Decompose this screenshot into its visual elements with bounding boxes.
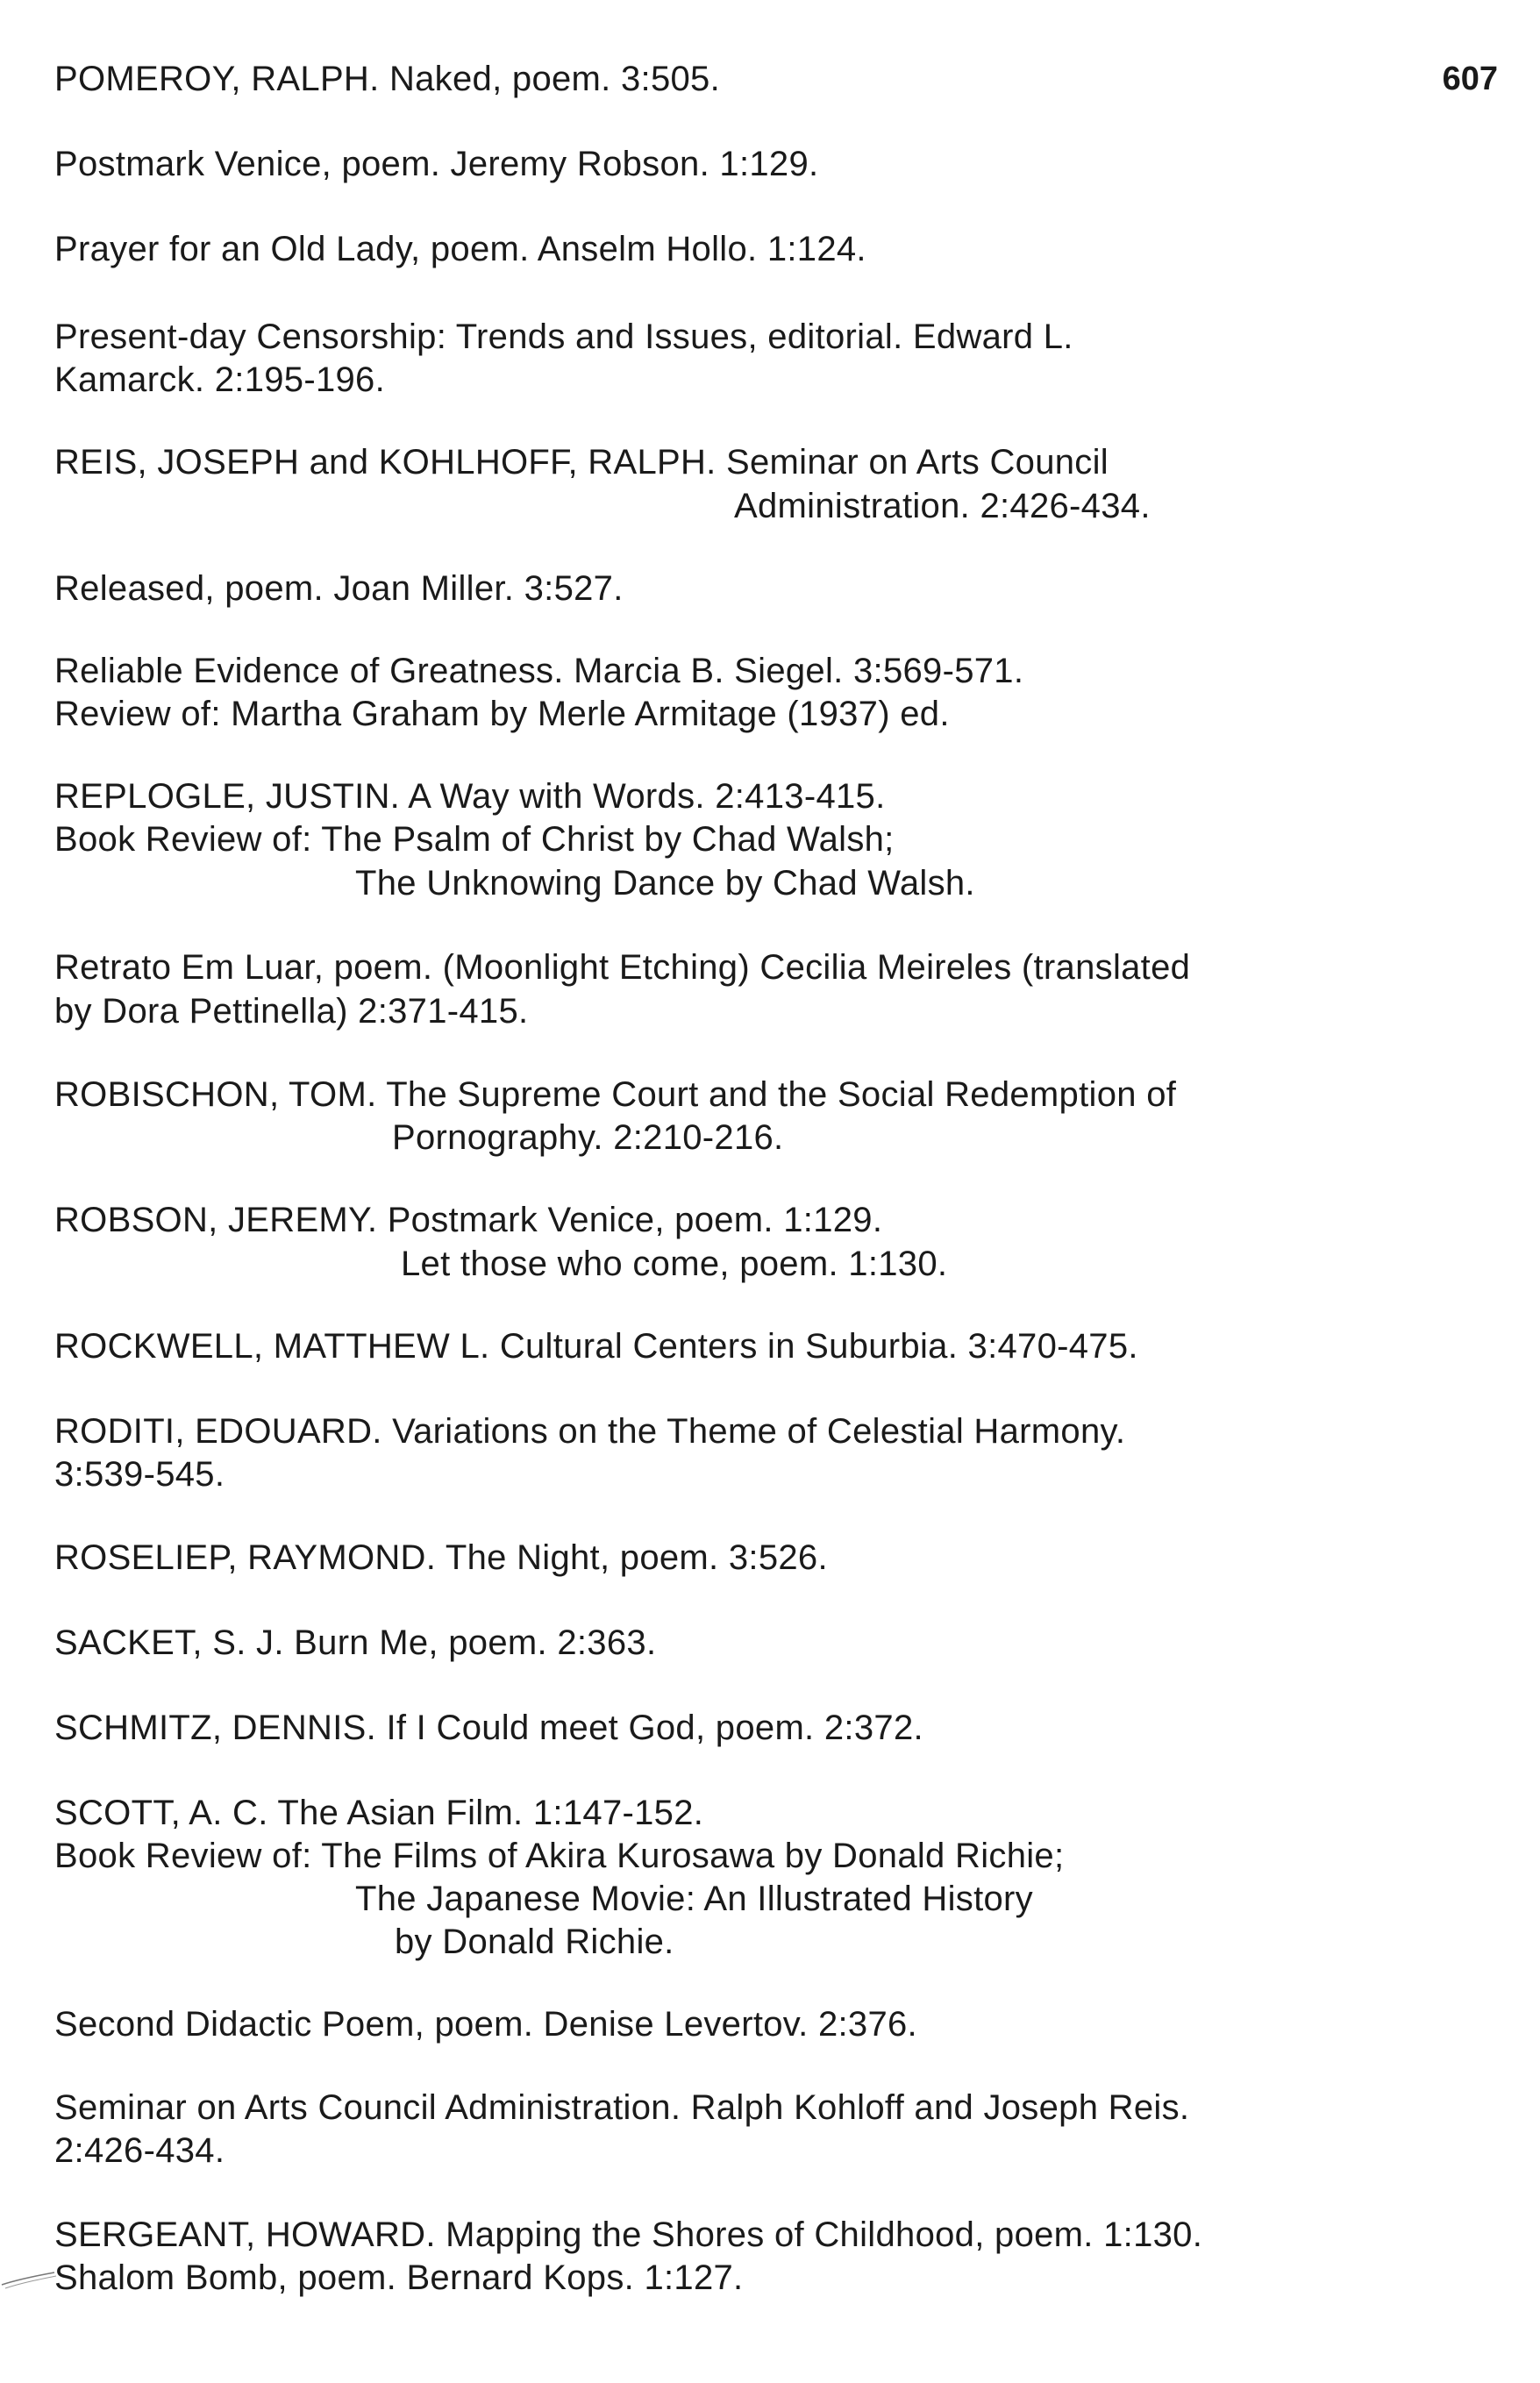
index-entry-scott-line-1: SCOTT, A. C. The Asian Film. 1:147-152. <box>54 1794 704 1832</box>
index-entry-scott-line-3: The Japanese Movie: An Illustrated History <box>355 1880 1033 1918</box>
index-entry-sacket: SACKET, S. J. Burn Me, poem. 2:363. <box>54 1623 657 1662</box>
index-entry-retrato-line-2: by Dora Pettinella) 2:371-415. <box>54 992 529 1031</box>
index-entry-scott-line-2: Book Review of: The Films of Akira Kurosawa by Donald Richie; <box>54 1837 1065 1875</box>
index-entry-roditi-line-2: 3:539-545. <box>54 1455 225 1494</box>
index-entry-second-didactic: Second Didactic Poem, poem. Denise Levertov. 2:376. <box>54 2005 917 2044</box>
index-entry-shalom-bomb: Shalom Bomb, poem. Bernard Kops. 1:127. <box>54 2258 744 2297</box>
index-entry-replogle-line-3: The Unknowing Dance by Chad Walsh. <box>355 864 975 903</box>
index-entry-retrato-line-1: Retrato Em Luar, poem. (Moonlight Etching) Cecilia Meireles (translated <box>54 948 1191 987</box>
index-entry-robson-line-1: ROBSON, JEREMY. Postmark Venice, poem. 1:129. <box>54 1201 883 1239</box>
index-entry-reis-line-2: Administration. 2:426-434. <box>734 487 1151 525</box>
index-entry-seminar-line-2: 2:426-434. <box>54 2131 225 2170</box>
index-entry-reliable-line-1: Reliable Evidence of Greatness. Marcia B. Siegel. 3:569-571. <box>54 652 1024 690</box>
index-entry-present-day-line-1: Present-day Censorship: Trends and Issues, editorial. Edward L. <box>54 317 1073 356</box>
index-entry-postmark-venice: Postmark Venice, poem. Jeremy Robson. 1:129. <box>54 145 819 183</box>
index-entry-scott-line-4: by Donald Richie. <box>395 1923 674 1961</box>
index-entry-sergeant: SERGEANT, HOWARD. Mapping the Shores of Childhood, poem. 1:130. <box>54 2215 1203 2254</box>
index-entry-robischon-line-2: Pornography. 2:210-216. <box>392 1118 784 1157</box>
index-entry-schmitz: SCHMITZ, DENNIS. If I Could meet God, poem. 2:372. <box>54 1709 923 1747</box>
pen-mark-decoration <box>0 2258 61 2294</box>
index-entry-rockwell: ROCKWELL, MATTHEW L. Cultural Centers in Suburbia. 3:470-475. <box>54 1327 1138 1366</box>
index-entry-replogle-line-1: REPLOGLE, JUSTIN. A Way with Words. 2:413-415. <box>54 777 886 816</box>
index-entry-seminar-line-1: Seminar on Arts Council Administration. Ralph Kohloff and Joseph Reis. <box>54 2088 1190 2127</box>
index-entry-roditi-line-1: RODITI, EDOUARD. Variations on the Theme of Celestial Harmony. <box>54 1412 1126 1451</box>
index-entry-robischon-line-1: ROBISCHON, TOM. The Supreme Court and the Social Redemption of <box>54 1075 1177 1114</box>
index-entry-present-day-line-2: Kamarck. 2:195-196. <box>54 360 386 399</box>
index-entry-reliable-line-2: Review of: Martha Graham by Merle Armitage (1937) ed. <box>54 695 950 733</box>
index-entry-replogle-line-2: Book Review of: The Psalm of Christ by Chad Walsh; <box>54 820 895 859</box>
index-entry-reis-line-1: REIS, JOSEPH and KOHLHOFF, RALPH. Seminar on Arts Council <box>54 443 1109 482</box>
index-entry-pomeroy: POMEROY, RALPH. Naked, poem. 3:505. <box>54 60 720 98</box>
index-entry-prayer: Prayer for an Old Lady, poem. Anselm Hollo. 1:124. <box>54 230 866 268</box>
page-number: 607 <box>1442 61 1498 97</box>
index-entry-roseliep: ROSELIEP, RAYMOND. The Night, poem. 3:526. <box>54 1538 828 1577</box>
index-entry-robson-line-2: Let those who come, poem. 1:130. <box>401 1245 948 1283</box>
index-entry-released: Released, poem. Joan Miller. 3:527. <box>54 569 624 608</box>
